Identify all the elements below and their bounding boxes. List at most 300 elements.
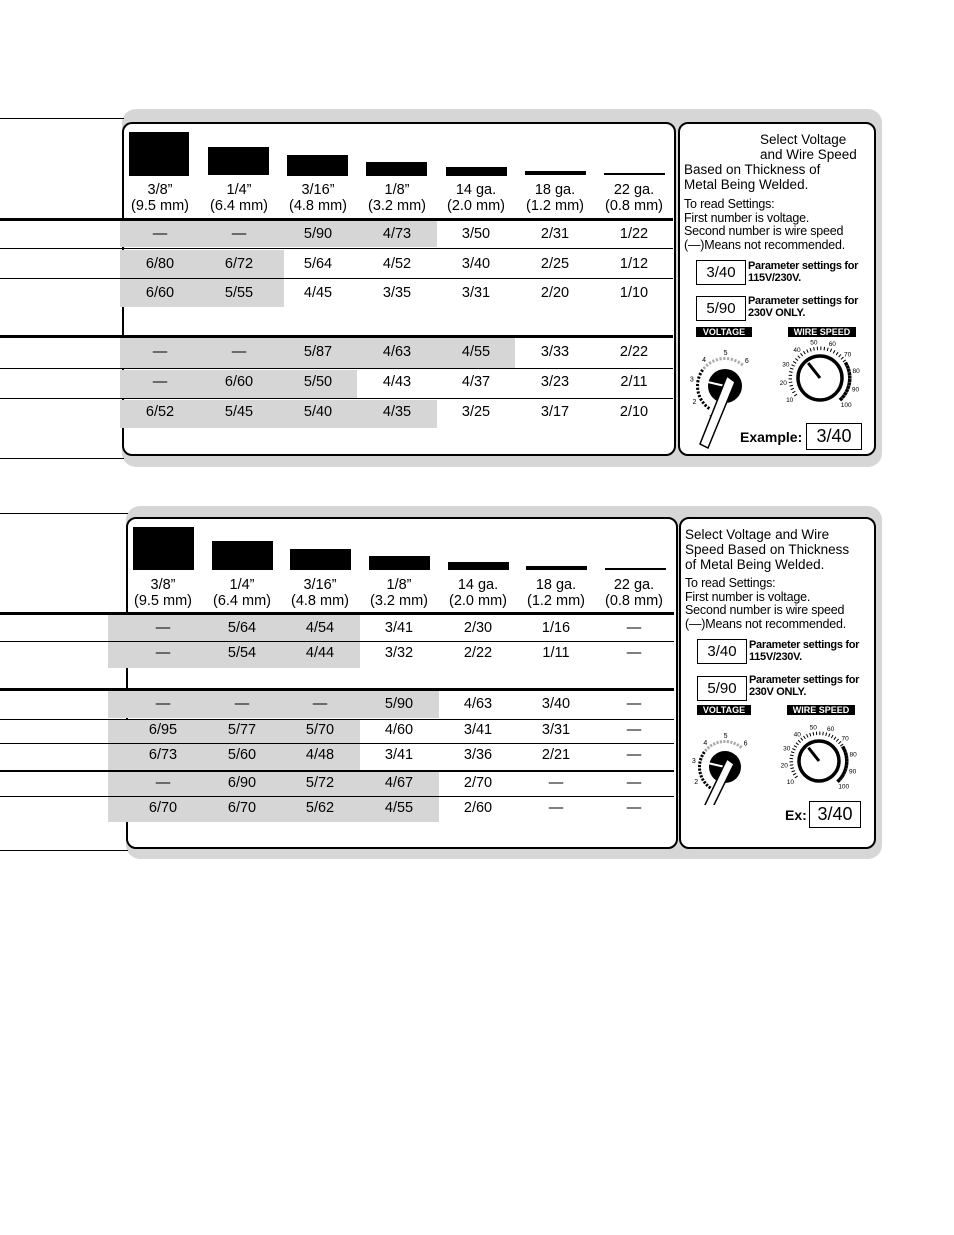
chart2-setting-cell: 2/21 [541, 747, 571, 763]
info2-wire-scale-mark [793, 773, 796, 775]
info1-wire-tick-label: 100 [840, 402, 852, 410]
column-size-label: 1/8” [384, 182, 410, 198]
info2-voltage-tick-label: 6 [743, 740, 748, 748]
column-metric-label: (1.2 mm) [526, 198, 584, 214]
chart1-column-header [120, 182, 200, 214]
chart1-top-rule [0, 118, 124, 119]
info1-wire-tick-label: 90 [851, 386, 860, 394]
chart2-setting-cell: 4/44 [305, 645, 335, 661]
chart2-column-header [202, 577, 282, 609]
chart2-setting-cell: 2/30 [463, 620, 493, 636]
chart2-setting-cell: 6/90 [227, 775, 257, 791]
chart1-setting-cell: 1/10 [619, 285, 649, 301]
chart2-setting-cell: 3/41 [384, 747, 414, 763]
info1-param2-text [748, 295, 872, 319]
column-metric-label: (3.2 mm) [370, 593, 428, 609]
chart1-thickness-bar-22ga [604, 173, 665, 175]
chart2-column-header [123, 577, 203, 609]
chart1-setting-cell: 3/23 [540, 374, 570, 390]
chart2-thickness-bar-14ga [448, 562, 509, 570]
info2-wire-scale-mark [791, 768, 794, 769]
info2-wire-scale-mark [844, 753, 847, 754]
column-metric-label: (6.4 mm) [213, 593, 271, 609]
chart1-setting-cell: 5/50 [303, 374, 333, 390]
chart2-row-rule [0, 719, 674, 720]
info2-wire-scale-mark [840, 744, 843, 746]
chart2-setting-cell: 5/54 [227, 645, 257, 661]
column-metric-label: (3.2 mm) [368, 198, 426, 214]
chart2-thickness-bar-3-16 [290, 549, 351, 570]
chart1-setting-cell: 4/55 [461, 344, 491, 360]
info2-wire-scale-mark [839, 777, 842, 779]
info1-voltage-scale-mark [699, 373, 702, 374]
chart1-row-rule [0, 368, 673, 369]
chart2-column-header [280, 577, 360, 609]
info2-wire-scale-mark [796, 743, 799, 745]
info2-wire-scale-mark [792, 771, 795, 772]
chart1-setting-cell: 2/20 [540, 285, 570, 301]
chart2-header-rule [0, 612, 674, 615]
info1-wire-scale-mark [791, 388, 794, 389]
info1-wire-scale-mark [789, 372, 792, 373]
chart1-column-header [594, 182, 674, 214]
info2-title-line: Select Voltage and Wire [685, 527, 830, 542]
info2-wire-scale-mark [841, 775, 844, 777]
chart2-setting-cell: 5/77 [227, 722, 257, 738]
column-metric-label: (0.8 mm) [605, 198, 663, 214]
chart2-setting-cell: — [234, 696, 250, 712]
info1-voltage-scale-mark [703, 367, 705, 369]
chart1-setting-cell: 6/52 [145, 404, 175, 420]
info2-title [685, 527, 871, 572]
info2-wire-scale-mark [844, 769, 847, 770]
info2-voltage-scale-mark [740, 746, 742, 748]
info1-wire-scale-mark [830, 349, 831, 352]
info2-wire-scale-mark [790, 755, 793, 756]
info1-title-line: and Wire Speed [760, 147, 857, 162]
info2-wire-tick-label: 90 [849, 768, 857, 776]
info1-voltage-scale-mark [713, 360, 714, 363]
chart1-setting-cell: 4/63 [382, 344, 412, 360]
info1-wire-scale-mark [790, 368, 793, 369]
info1-voltage-scale-mark [741, 363, 743, 365]
chart1-setting-cell: 3/50 [461, 226, 491, 242]
info1-voltage-scale-mark [738, 361, 740, 364]
chart1-setting-cell: 5/40 [303, 404, 333, 420]
chart1-setting-cell: 3/25 [461, 404, 491, 420]
info2-wire-scale-mark [807, 734, 808, 737]
column-metric-label: (9.5 mm) [131, 198, 189, 214]
chart1-row-rule [0, 248, 673, 249]
info2-wire-scale-mark [843, 772, 846, 773]
info2-voltage-scale-mark [734, 742, 735, 745]
chart1-column-header [357, 182, 437, 214]
chart1-setting-cell: 2/25 [540, 256, 570, 272]
chart2-setting-cell: — [626, 775, 642, 791]
info1-voltage-tick-label: 4 [702, 357, 707, 365]
chart1-setting-cell: 5/90 [303, 226, 333, 242]
chart1-column-header [436, 182, 516, 214]
chart2-setting-cell: 3/31 [541, 722, 571, 738]
chart2-setting-cell: 3/40 [541, 696, 571, 712]
info2-voltage-scale-mark [706, 784, 708, 786]
info2-param2-text [749, 674, 873, 698]
info2-wire-scale-mark [823, 732, 824, 735]
column-size-label: 1/4” [226, 182, 252, 198]
chart1-row-rule [0, 278, 673, 279]
chart1-thickness-bar-3-8 [129, 132, 189, 176]
chart2-setting-cell: — [155, 696, 171, 712]
chart2-thickness-bar-3-8 [133, 527, 194, 570]
chart1-setting-cell: 6/80 [145, 256, 175, 272]
column-metric-label: (0.8 mm) [605, 593, 663, 609]
info1-wire-scale-mark [836, 352, 838, 355]
info2-wire-scale-mark [831, 735, 833, 738]
info1-voltage-tick-label: 5 [723, 350, 728, 358]
info1-voltage-tick-label: 2 [692, 398, 697, 406]
chart1-thickness-bar-1-8 [366, 162, 427, 176]
chart1-setting-cell: — [231, 226, 247, 242]
chart2-column-header [359, 577, 439, 609]
column-metric-label: (2.0 mm) [449, 593, 507, 609]
info1-voltage-label: VOLTAGE [696, 327, 752, 337]
info2-wire-tick-label: 60 [827, 725, 835, 733]
info2-wire-scale-mark [801, 738, 803, 741]
column-metric-label: (9.5 mm) [134, 593, 192, 609]
info1-voltage-scale-mark [696, 381, 699, 382]
info2-read-line: To read Settings: [685, 576, 776, 590]
info1-wire-scale-mark [824, 347, 825, 350]
info2-wire-scale-mark [845, 757, 848, 758]
info1-voltage-scale-mark [701, 370, 703, 372]
chart1-setting-cell: 1/12 [619, 256, 649, 272]
chart2-setting-cell: — [548, 775, 564, 791]
info2-wire-scale-mark [794, 746, 797, 748]
column-metric-label: (4.8 mm) [289, 198, 347, 214]
info1-voltage-scale-mark [706, 364, 708, 366]
info2-param1-text [749, 639, 873, 663]
column-size-label: 18 ga. [535, 577, 577, 593]
chart1-setting-cell: 2/11 [620, 374, 648, 390]
info1-voltage-scale-mark [705, 404, 707, 406]
info2-wire-tick-label: 100 [838, 783, 850, 791]
info2-param2-line: Parameter settings for [749, 674, 860, 686]
chart2-setting-cell: 6/70 [227, 800, 257, 816]
chart2-bottom-rule [0, 850, 128, 851]
info1-wire-scale-mark [845, 363, 848, 365]
info2-wire-scale-mark [837, 779, 839, 781]
chart1-setting-cell: 4/45 [303, 285, 333, 301]
info2-voltage-scale-mark [714, 743, 715, 746]
info2-wire-scale-mark [843, 750, 846, 751]
chart2-setting-cell: 6/70 [148, 800, 178, 816]
info2-voltage-scale-mark [737, 744, 739, 747]
chart2-setting-cell: 5/60 [227, 747, 257, 763]
info2-param1-box: 3/40 [697, 639, 747, 664]
chart2-setting-cell: 2/60 [463, 800, 493, 816]
info2-param2-line: 230V ONLY. [749, 686, 807, 698]
chart2-setting-cell: 5/90 [384, 696, 414, 712]
info2-wire-tick-label: 10 [786, 779, 794, 787]
info1-title-line: Select Voltage [760, 132, 847, 147]
chart2-setting-cell: 5/64 [227, 620, 257, 636]
info1-wire-tick-label: 80 [852, 367, 860, 375]
info1-voltage-scale-mark [698, 396, 701, 397]
chart1-setting-cell: 6/72 [224, 256, 254, 272]
chart1-setting-cell: 5/64 [303, 256, 333, 272]
info2-voltage-scale-mark [705, 749, 707, 751]
info1-voltage-scale-mark [697, 392, 700, 393]
info1-title-line: Based on Thickness of [684, 162, 821, 177]
chart2-setting-cell: 3/36 [463, 747, 493, 763]
info2-dials [681, 715, 874, 805]
chart2-setting-cell: — [626, 696, 642, 712]
chart2-setting-cell: — [155, 775, 171, 791]
info2-wire-scale-mark [836, 739, 838, 742]
info2-voltage-scale-mark [698, 762, 701, 763]
info1-voltage-scale-mark [702, 402, 704, 404]
chart2-setting-cell: 5/62 [305, 800, 335, 816]
chart1-setting-cell: 5/45 [224, 404, 254, 420]
info1-read-line: Second number is wire speed [684, 224, 844, 238]
info1-param1-line: Parameter settings for [748, 260, 859, 272]
info1-wire-scale-mark [848, 373, 851, 374]
info2-wire-tick-label: 80 [849, 751, 857, 759]
chart1-setting-cell: 4/37 [461, 374, 491, 390]
column-size-label: 14 ga. [457, 577, 499, 593]
chart1-thickness-bar-3-16 [287, 155, 348, 176]
chart2-setting-cell: 2/70 [463, 775, 493, 791]
chart2-setting-cell: 5/72 [305, 775, 335, 791]
info1-wire-scale-mark [839, 354, 841, 357]
info2-title-line: of Metal Being Welded. [685, 557, 825, 572]
chart2-setting-cell: 4/55 [384, 800, 414, 816]
info1-wire-scale-mark [794, 394, 797, 396]
info2-wire-tick-label: 20 [780, 762, 788, 770]
info1-voltage-scale-mark [716, 358, 717, 361]
column-metric-label: (2.0 mm) [447, 198, 505, 214]
info1-voltage-scale-mark [709, 362, 711, 365]
info1-wire-scale-mark [843, 360, 846, 362]
info2-voltage-scale-mark [700, 776, 703, 777]
info1-voltage-scale-mark [735, 359, 736, 362]
chart2-setting-cell: — [626, 722, 642, 738]
chart1-info-panel [678, 122, 876, 456]
chart1-setting-cell: — [152, 226, 168, 242]
info1-param1-box: 3/40 [696, 260, 746, 285]
info2-read-instructions [685, 577, 875, 631]
info2-wire-scale-mark [792, 749, 795, 750]
chart1-thickness-bar-1-4 [208, 147, 269, 175]
info1-title-line: Metal Being Welded. [684, 177, 809, 192]
info2-wire-scale-mark [834, 737, 836, 740]
chart1-setting-cell: 2/31 [540, 226, 570, 242]
info1-voltage-scale-mark [700, 399, 703, 400]
info1-wire-scale-mark [847, 370, 850, 371]
chart2-thickness-bar-18ga [526, 566, 587, 570]
info1-wire-scale-mark [807, 349, 808, 352]
chart1-column-header [515, 182, 595, 214]
chart2-setting-cell: 4/48 [305, 747, 335, 763]
chart2-setting-cell: — [626, 645, 642, 661]
info1-wire-scale-mark [840, 398, 842, 400]
chart2-setting-cell: 1/11 [542, 645, 570, 661]
chart2-setting-cell: — [155, 645, 171, 661]
column-size-label: 3/16” [303, 577, 337, 593]
info1-wire-scale-mark [798, 356, 800, 358]
info1-read-instructions [684, 198, 874, 252]
info1-wire-tick-label: 20 [779, 379, 787, 387]
column-size-label: 3/8” [150, 577, 176, 593]
chart2-setting-cell: 2/22 [463, 645, 493, 661]
chart1-setting-cell: 2/22 [619, 344, 649, 360]
chart2-setting-cell: — [626, 800, 642, 816]
info2-param1-line: 115V/230V. [749, 651, 802, 663]
info2-voltage-scale-mark [701, 755, 704, 756]
column-size-label: 3/8” [147, 182, 173, 198]
chart1-setting-cell: 3/31 [461, 285, 491, 301]
chart2-setting-cell: 3/41 [463, 722, 493, 738]
info1-voltage-scale-mark [708, 407, 710, 409]
column-metric-label: (4.8 mm) [291, 593, 349, 609]
chart2-setting-cell: 3/41 [384, 620, 414, 636]
info2-wire-scale-mark [813, 732, 814, 735]
info2-wire-scale-mark [842, 747, 845, 749]
info1-wire-scale-mark [842, 395, 845, 397]
chart2-setting-cell: 4/60 [384, 722, 414, 738]
info2-voltage-scale-mark [710, 744, 712, 747]
info1-wire-scale-mark [845, 390, 848, 391]
info1-wire-tick-label: 50 [810, 339, 818, 347]
chart1-setting-cell: — [152, 344, 168, 360]
info1-wire-scale-mark [803, 351, 805, 354]
info1-voltage-scale-mark [731, 358, 732, 361]
info1-wire-scale-mark [810, 348, 811, 351]
chart1-setting-cell: 4/73 [382, 226, 412, 242]
info2-wire-scale-mark [844, 766, 847, 767]
info2-voltage-scale-mark [699, 773, 702, 774]
chart2-row-rule [0, 641, 674, 642]
info2-wire-scale-mark [798, 740, 800, 742]
chart2-row-rule [0, 743, 674, 744]
chart1-setting-cell: 3/40 [461, 256, 491, 272]
chart2-column-header [438, 577, 518, 609]
info2-param1-line: Parameter settings for [749, 639, 860, 651]
info2-voltage-scale-mark [709, 786, 711, 788]
info1-wire-tick-label: 40 [793, 346, 801, 354]
column-metric-label: (1.2 mm) [527, 593, 585, 609]
info2-wire-scale-mark [829, 734, 830, 737]
chart2-row-rule [0, 796, 674, 797]
column-metric-label: (6.4 mm) [210, 198, 268, 214]
chart2-setting-cell: 6/73 [148, 747, 178, 763]
chart2-setting-cell: 3/32 [384, 645, 414, 661]
info1-voltage-tick-label: 6 [744, 357, 749, 365]
chart2-setting-cell: 5/70 [305, 722, 335, 738]
info2-voltage-label: VOLTAGE [697, 705, 751, 715]
chart1-bottom-rule [0, 458, 124, 459]
chart1-setting-cell: 4/35 [382, 404, 412, 420]
info1-wire-tick-label: 70 [844, 351, 852, 359]
info1-read-line: (—)Means not recommended. [684, 237, 846, 252]
chart2-setting-cell: 4/54 [305, 620, 335, 636]
info1-voltage-tick-label: 3 [689, 376, 694, 384]
chart1-column-header [199, 182, 279, 214]
info1-wire-scale-mark [791, 365, 794, 366]
chart2-setting-cell: — [312, 696, 328, 712]
info1-param2-box: 5/90 [696, 296, 746, 321]
chart2-thickness-bar-1-4 [212, 541, 273, 570]
info1-wire-scale-mark [793, 361, 796, 363]
info1-wire-scale-mark [800, 353, 802, 356]
chart2-thickness-bar-1-8 [369, 556, 430, 570]
chart2-setting-cell: — [626, 620, 642, 636]
info1-wire-tick-label: 10 [786, 397, 794, 405]
chart1-header-rule [0, 218, 673, 221]
chart2-setting-cell: 4/63 [463, 696, 493, 712]
info1-read-line: To read Settings: [684, 197, 775, 211]
chart2-setting-cell: 6/95 [148, 722, 178, 738]
info1-wire-tick-label: 60 [828, 341, 836, 349]
chart2-column-header [516, 577, 596, 609]
info2-wire-tick-label: 30 [783, 745, 791, 753]
info1-voltage-scale-mark [697, 377, 700, 378]
column-size-label: 22 ga. [613, 577, 655, 593]
chart1-setting-cell: 3/17 [540, 404, 570, 420]
info1-wire-scale-mark [792, 391, 795, 393]
info2-wire-scale-mark [791, 752, 794, 753]
chart2-column-header [594, 577, 674, 609]
info2-voltage-scale-mark [699, 759, 702, 760]
info2-wire-scale-mark [795, 776, 798, 778]
info2-voltage-tick-label: 2 [694, 779, 699, 787]
info2-example-box: 3/40 [809, 801, 861, 828]
chart2-setting-cell: 1/16 [541, 620, 571, 636]
chart2-info-panel [679, 517, 876, 849]
chart1-setting-cell: 3/35 [382, 285, 412, 301]
chart1-setting-cell: 4/52 [382, 256, 412, 272]
chart1-row-rule [0, 398, 673, 399]
info2-wire-scale-mark [790, 765, 793, 766]
info1-wire-speed-label: WIRE SPEED [788, 327, 856, 337]
info2-voltage-scale-mark [701, 779, 704, 780]
info2-wire-scale-mark [804, 736, 806, 739]
info1-wire-scale-mark [814, 347, 815, 350]
info2-read-line: First number is voltage. [685, 589, 811, 604]
info2-voltage-tick-label: 5 [723, 733, 728, 741]
chart1-setting-cell: 5/87 [303, 344, 333, 360]
chart2-group-rule [0, 770, 674, 772]
info2-wire-speed-label: WIRE SPEED [787, 705, 855, 715]
chart1-setting-cell: 4/43 [382, 374, 412, 390]
column-size-label: 1/8” [386, 577, 412, 593]
info1-wire-scale-mark [789, 382, 792, 383]
chart2-group-rule [0, 688, 674, 691]
chart1-setting-cell: 3/33 [540, 344, 570, 360]
info1-wire-scale-mark [833, 350, 835, 353]
column-size-label: 3/16” [301, 182, 335, 198]
info2-voltage-scale-mark [707, 747, 709, 749]
info1-param1-text [748, 260, 872, 284]
info2-read-line: (—)Means not recommended. [685, 616, 847, 631]
info2-read-line: Second number is wire speed [685, 603, 845, 617]
info2-wire-scale-mark [826, 733, 827, 736]
chart1-setting-cell: — [231, 344, 247, 360]
chart1-thickness-bar-18ga [525, 171, 586, 175]
chart2-setting-cell: — [548, 800, 564, 816]
column-size-label: 1/4” [229, 577, 255, 593]
column-size-label: 22 ga. [613, 182, 655, 198]
